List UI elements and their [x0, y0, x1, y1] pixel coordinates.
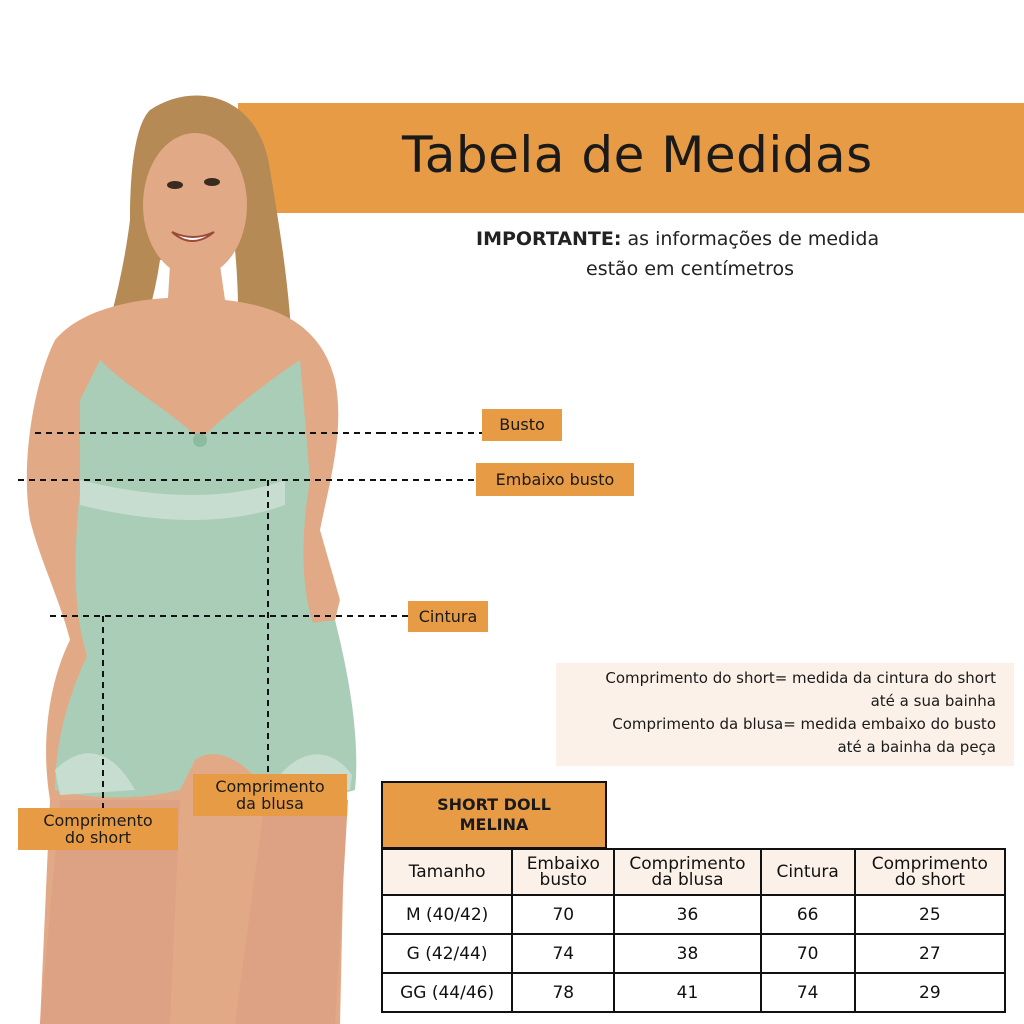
- cell-tamanho: M (40/42): [382, 895, 512, 934]
- note-line2: até a sua bainha: [870, 692, 996, 710]
- table-header-row: [382, 849, 1005, 895]
- page-title: Tabela de Medidas: [402, 126, 873, 184]
- important-note: [476, 224, 946, 284]
- header-short-line2: do short: [894, 870, 966, 890]
- note-line1: Comprimento do short= medida da cintura do short: [605, 669, 996, 687]
- cell-tamanho: GG (44/46): [382, 973, 512, 1012]
- table-row: [382, 973, 1005, 1012]
- comprimento-short-tag: [18, 808, 178, 850]
- important-text-line2: estão em centímetros: [586, 258, 795, 280]
- table-row: [382, 934, 1005, 973]
- table-row: [382, 895, 1005, 934]
- header-cintura: Cintura: [761, 849, 855, 895]
- product-header: [381, 781, 607, 849]
- cell-blusa: 41: [614, 973, 760, 1012]
- comprimento-short-line2: do short: [64, 828, 132, 847]
- comprimento-blusa-line2: da blusa: [236, 794, 304, 813]
- header-comprimento-blusa: [614, 849, 760, 895]
- header-tamanho: Tamanho: [382, 849, 512, 895]
- busto-tag: Busto: [482, 409, 562, 441]
- product-name-line1: SHORT DOLL: [437, 795, 551, 814]
- header-short-line1: Comprimento: [871, 854, 988, 874]
- cell-blusa: 36: [614, 895, 760, 934]
- cell-embaixo: 78: [512, 973, 614, 1012]
- important-text-line1: as informações de medida: [621, 228, 880, 250]
- important-label: IMPORTANTE:: [476, 228, 622, 250]
- header-comprimento-short: [855, 849, 1005, 895]
- cell-embaixo: 70: [512, 895, 614, 934]
- header-blusa-line2: da blusa: [651, 870, 724, 890]
- comprimento-blusa-tag: [193, 774, 347, 816]
- header-embaixo-line1: Embaixo: [526, 854, 600, 874]
- comprimento-blusa-line1: Comprimento: [215, 777, 325, 796]
- product-name-line2: MELINA: [459, 815, 529, 834]
- face-shape: [143, 133, 247, 277]
- cell-short: 27: [855, 934, 1005, 973]
- cell-short: 29: [855, 973, 1005, 1012]
- cell-tamanho: G (42/44): [382, 934, 512, 973]
- cell-short: 25: [855, 895, 1005, 934]
- note-line4: até a bainha da peça: [837, 738, 996, 756]
- cell-cintura: 66: [761, 895, 855, 934]
- comprimento-short-line1: Comprimento: [43, 811, 153, 830]
- cell-blusa: 38: [614, 934, 760, 973]
- model-photo: [0, 90, 380, 1024]
- header-embaixo-line2: busto: [539, 870, 588, 890]
- cell-cintura: 70: [761, 934, 855, 973]
- note-line3: Comprimento da blusa= medida embaixo do busto: [612, 715, 996, 733]
- embaixo-busto-tag: Embaixo busto: [476, 463, 634, 496]
- header-embaixo-busto: [512, 849, 614, 895]
- header-blusa-line1: Comprimento: [629, 854, 746, 874]
- cell-embaixo: 74: [512, 934, 614, 973]
- measurement-notes: [556, 663, 1014, 766]
- cintura-tag: Cintura: [408, 601, 488, 632]
- cell-cintura: 74: [761, 973, 855, 1012]
- size-table: [381, 848, 1006, 1013]
